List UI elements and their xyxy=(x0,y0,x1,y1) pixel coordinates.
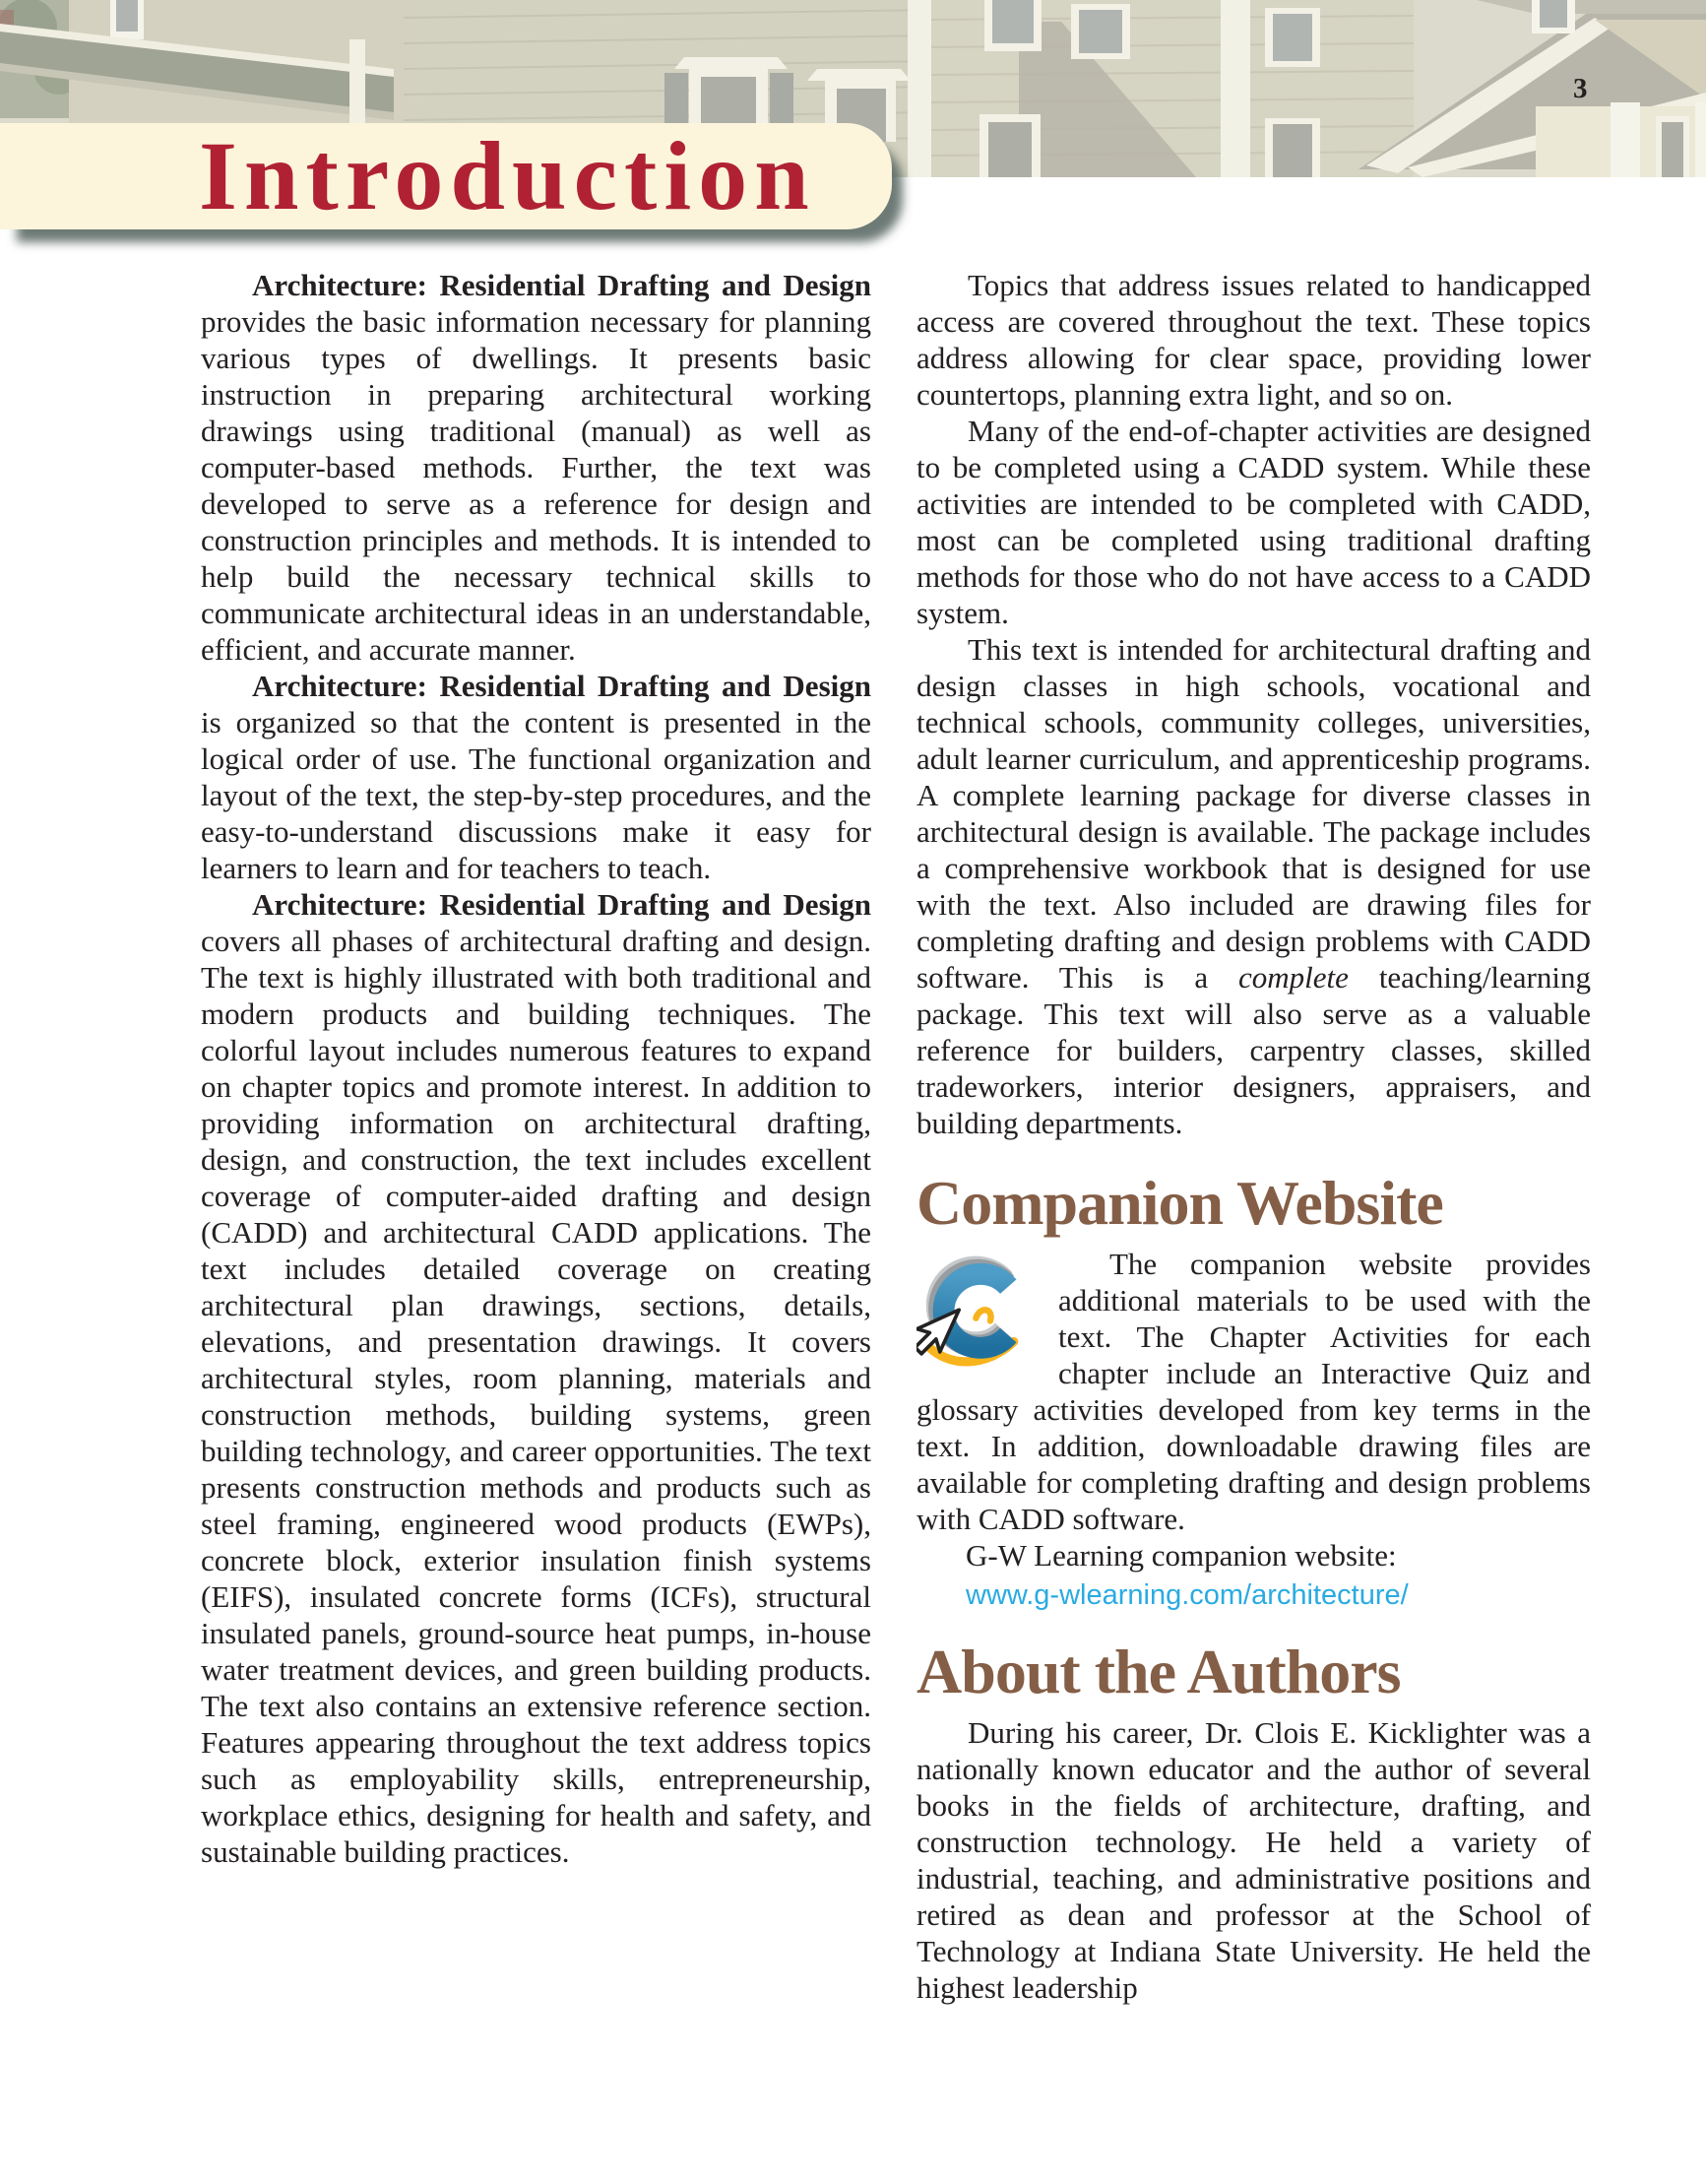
paragraph-text: teaching/learning package. This text will also serve as a valuable reference for builders, carpentry classes, skilled tradeworkers, interior designers, appraisers, and building departments. xyxy=(916,960,1591,1140)
left-column xyxy=(201,267,871,1870)
g-w-companion-logo xyxy=(916,1253,1043,1376)
companion-c-icon xyxy=(916,1253,1043,1376)
book-title-bold: Architecture: Residential Drafting and Design xyxy=(252,268,871,302)
paragraph xyxy=(916,267,1591,413)
italic-word: complete xyxy=(1238,960,1349,995)
paragraph-text: During his career, Dr. Clois E. Kicklighter was a nationally known educator and the author of several books in the fields of architecture, drafting, and construction technology. He held a variety of industrial, teaching, and administrative positions and retired as dean and professor at the School of Technology at Indiana State University. He held the highest leadership xyxy=(916,1715,1591,2005)
page-number: 3 xyxy=(1573,73,1588,104)
about-authors-heading: About the Authors xyxy=(916,1637,1401,1706)
gw-learning-line: G-W Learning companion website: xyxy=(966,1538,1397,1573)
authors-paragraph xyxy=(916,1714,1591,2006)
companion-paragraph xyxy=(916,1246,1591,1537)
page-title: Introduction xyxy=(199,121,816,230)
paragraph xyxy=(201,267,871,668)
paragraph xyxy=(201,668,871,886)
paragraph-text: This text is intended for architectural drafting and design classes in high schools, vocational and technical schools, community colleges, universities, adult learner curriculum, and apprenticeship programs. A complete learning package for diverse classes in architectural design is available. The package includes a comprehensive workbook that is designed for use with the text. Also included are drawing files for completing drafting and design problems with CADD software. This is a xyxy=(916,632,1591,995)
paragraph-text: is organized so that the content is presented in the logical order of use. The functional organization and layout of the text, the step-by-step procedures, and the easy-to-understand discussions make it easy for learners to learn and for teachers to teach. xyxy=(201,705,871,885)
paragraph-text: provides the basic information necessary for planning various types of dwellings. It presents basic instruction in preparing architectural working drawings using traditional (manual) as well as computer-based methods. Further, the text was developed to serve as a reference for design and construction principles and methods. It is intended to help build the necessary technical skills to communicate architectural ideas in an understandable, efficient, and accurate manner. xyxy=(201,304,871,667)
book-title-bold: Architecture: Residential Drafting and Design xyxy=(252,887,871,922)
book-title-bold: Architecture: Residential Drafting and Design xyxy=(252,669,871,703)
paragraph xyxy=(916,631,1591,1141)
right-column xyxy=(916,267,1591,2006)
yellow-swoosh-hook xyxy=(976,1310,990,1320)
paragraph xyxy=(916,413,1591,631)
paragraph-text: covers all phases of architectural drafting and design. The text is highly illustrated with both traditional and modern products and building techniques. The colorful layout includes numerous features to expand on chapter topics and promote interest. In addition to providing information on architectural drafting, design, and construction, the text includes excellent coverage of computer-aided drafting and design (CADD) and architectural CADD applications. The text includes detailed coverage on creating architectural plan drawings, sections, details, elevations, and presentation drawings. It covers architectural styles, room planning, materials and construction methods, building systems, green building technology, and career opportunities. The text presents construction methods and products such as steel framing, engineered wood products (EWPs), concrete block, exterior insulation finish systems (EIFS), insulated concrete forms (ICFs), structural insulated panels, ground-source heat pumps, in-house water treatment devices, and green building products. The text also contains an extensive reference section. Features appearing throughout the text address topics such as employability skills, entrepreneurship, workplace ethics, designing for health and safety, and sustainable building practices. xyxy=(201,924,871,1869)
companion-website-link-line xyxy=(916,1578,1591,1612)
paragraph-text: Many of the end-of-chapter activities are designed to be completed using a CADD system. While these activities are intended to be completed with CADD, most can be completed using traditional drafting methods for those who do not have access to a CADD system. xyxy=(916,414,1591,630)
companion-website-heading: Companion Website xyxy=(916,1168,1443,1238)
paragraph xyxy=(201,886,871,1870)
paragraph-text: The companion website provides additional materials to be used with the text. The Chapter Activities for each chapter include an Interactive Quiz and glossary activities developed from key terms in the text. In addition, downloadable drawing files are available for completing drafting and design problems with CADD software. xyxy=(916,1247,1591,1536)
paragraph-text: Topics that address issues related to handicapped access are covered throughout the text. These topics address allowing for clear space, providing lower countertops, planning extra light, and so on. xyxy=(916,268,1591,412)
companion-website-link[interactable]: www.g-wlearning.com/architecture/ xyxy=(966,1579,1409,1611)
